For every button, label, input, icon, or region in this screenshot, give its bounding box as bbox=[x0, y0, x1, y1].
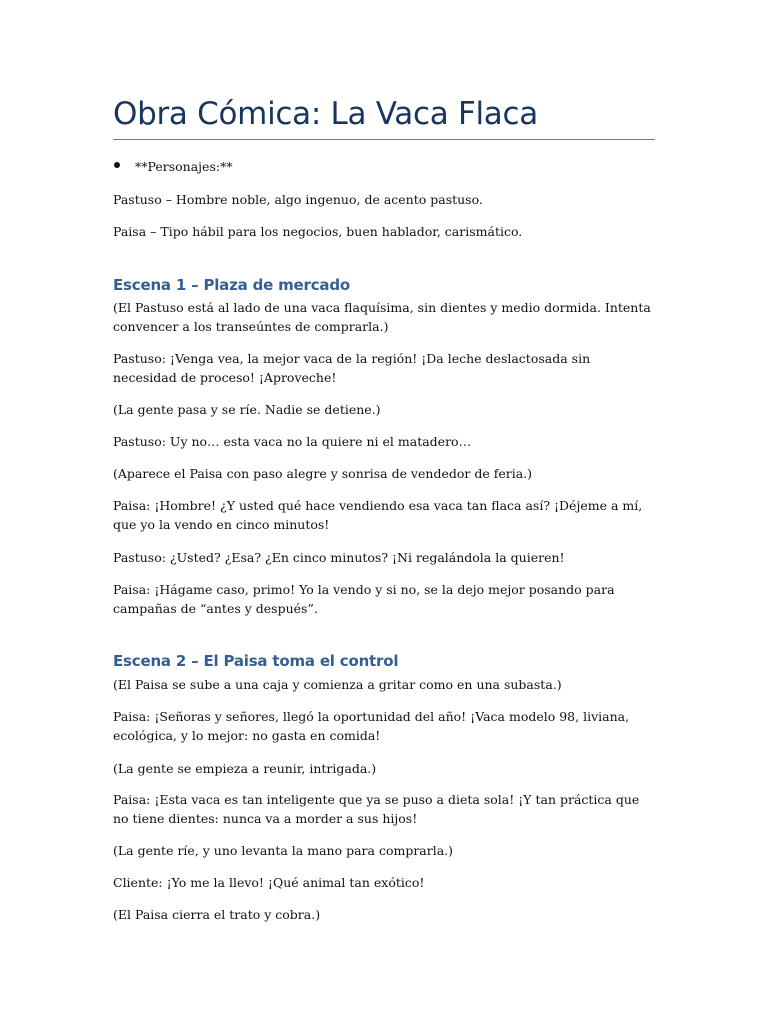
scene-1-paragraph: Paisa: ¡Hombre! ¿Y usted qué hace vendiendo esa vaca tan flaca así? ¡Déjeme a mí, que yo la vendo en cinco minutos! bbox=[113, 498, 643, 532]
bullet-icon bbox=[114, 162, 120, 168]
character-paisa: Paisa – Tipo hábil para los negocios, buen hablador, carismático. bbox=[113, 224, 523, 239]
scene-1-paragraph: (El Pastuso está al lado de una vaca flaquísima, sin dientes y medio dormida. Intenta convencer a los transeúntes de comprarla.) bbox=[113, 300, 651, 334]
scene-1-paragraph: (Aparece el Paisa con paso alegre y sonrisa de vendedor de feria.) bbox=[113, 466, 532, 481]
scene-1-paragraph: Pastuso: ¡Venga vea, la mejor vaca de la región! ¡Da leche deslactosada sin necesidad de proceso! ¡Aproveche! bbox=[113, 351, 591, 385]
character-pastuso: Pastuso – Hombre noble, algo ingenuo, de acento pastuso. bbox=[113, 192, 483, 207]
scene-2-paragraph: (La gente ríe, y uno levanta la mano para comprarla.) bbox=[113, 843, 454, 858]
title-underline-rule bbox=[113, 139, 655, 140]
scene-2-paragraph: Cliente: ¡Yo me la llevo! ¡Qué animal tan exótico! bbox=[113, 875, 425, 890]
characters-bullet-item bbox=[113, 157, 655, 177]
scene-2-paragraph: Paisa: ¡Señoras y señores, llegó la oportunidad del año! ¡Vaca modelo 98, liviana, ecológica, y lo mejor: no gasta en comida! bbox=[113, 709, 630, 743]
scene-2-paragraph: Paisa: ¡Esta vaca es tan inteligente que ya se puso a dieta sola! ¡Y tan práctica que no tiene dientes: nunca va a morder a sus hijos! bbox=[113, 792, 640, 826]
scene-1-paragraph: Pastuso: ¿Usted? ¿Esa? ¿En cinco minutos? ¡Ni regalándola la quieren! bbox=[113, 550, 565, 565]
scene-1-paragraph: Paisa: ¡Hágame caso, primo! Yo la vendo y si no, se la dejo mejor posando para campañas de “antes y después”. bbox=[113, 582, 615, 616]
bullet-text: **Personajes:** bbox=[135, 159, 233, 174]
scene-1-heading: Escena 1 – Plaza de mercado bbox=[113, 276, 350, 294]
scene-2-paragraph: (La gente se empieza a reunir, intrigada.) bbox=[113, 761, 377, 776]
document-title: Obra Cómica: La Vaca Flaca bbox=[113, 96, 538, 132]
scene-2-paragraph: (El Paisa cierra el trato y cobra.) bbox=[113, 907, 321, 922]
scene-2-heading: Escena 2 – El Paisa toma el control bbox=[113, 652, 399, 670]
scene-1-paragraph: Pastuso: Uy no… esta vaca no la quiere ni el matadero… bbox=[113, 434, 472, 449]
scene-1-paragraph: (La gente pasa y se ríe. Nadie se detiene.) bbox=[113, 402, 381, 417]
scene-2-paragraph: (El Paisa se sube a una caja y comienza a gritar como en una subasta.) bbox=[113, 677, 562, 692]
